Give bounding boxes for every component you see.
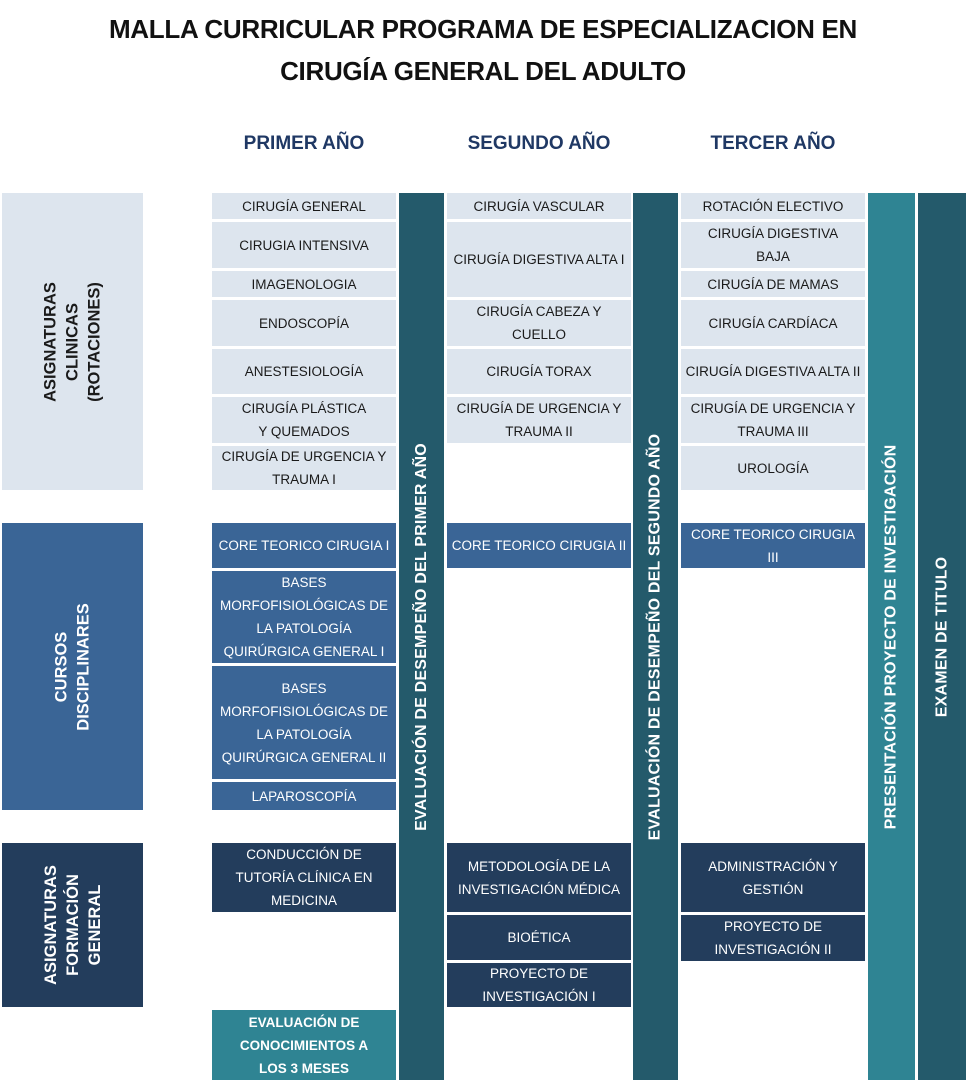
course-y1-bases-morfofisiologicas-1: BASES MORFOFISIOLÓGICAS DE LA PATOLOGÍA QUIRÚRGICA GENERAL I [212, 571, 396, 663]
course-y2-cabeza-cuello: CIRUGÍA CABEZA Y CUELLO [447, 300, 631, 346]
course-y1-endoscopia: ENDOSCOPÍA [212, 300, 396, 346]
section-asignaturas-clinicas [2, 193, 143, 490]
course-y2-core-teorico-2: CORE TEORICO CIRUGIA II [447, 523, 631, 568]
section-label-formacion: ASIGNATURAS FORMACIÓN GENERAL [41, 865, 104, 985]
section-label-disciplinares: CURSOS DISCIPLINARES [52, 602, 93, 731]
course-y1-tutoria-clinica: CONDUCCIÓN DE TUTORÍA CLÍNICA EN MEDICINA [212, 843, 396, 912]
course-y1-urgencia-trauma-1: CIRUGÍA DE URGENCIA Y TRAUMA I [212, 446, 396, 490]
course-y1-bases-morfofisiologicas-2: BASES MORFOFISIOLÓGICAS DE LA PATOLOGÍA QUIRÚRGICA GENERAL II [212, 666, 396, 779]
bar-label-evaluacion-primer-ano: EVALUACIÓN DE DESEMPEÑO DEL PRIMER AÑO [412, 442, 430, 831]
bar-label-examen-titulo: EXAMEN DE TITULO [933, 556, 951, 717]
course-y2-cirugia-torax: CIRUGÍA TORAX [447, 349, 631, 394]
course-y3-administracion-gestion: ADMINISTRACIÓN Y GESTIÓN [681, 843, 865, 912]
course-y3-core-teorico-3: CORE TEORICO CIRUGIA III [681, 523, 865, 568]
course-y2-cirugia-vascular: CIRUGÍA VASCULAR [447, 193, 631, 219]
bar-label-evaluacion-segundo-ano: EVALUACIÓN DE DESEMPEÑO DEL SEGUNDO AÑO [646, 433, 664, 840]
course-y1-cirugia-plastica: CIRUGÍA PLÁSTICA Y QUEMADOS [212, 397, 396, 443]
course-y3-rotacion-electivo: ROTACIÓN ELECTIVO [681, 193, 865, 219]
course-y3-cirugia-cardiaca: CIRUGÍA CARDÍACA [681, 300, 865, 346]
bar-evaluacion-segundo-ano [633, 193, 678, 1080]
course-y3-cirugia-mamas: CIRUGÍA DE MAMAS [681, 271, 865, 297]
section-formacion-general [2, 843, 143, 1007]
course-y1-evaluacion-3-meses: EVALUACIÓN DE CONOCIMIENTOS A LOS 3 MESES [212, 1010, 396, 1080]
bar-examen-titulo [918, 193, 966, 1080]
page-title-line2: CIRUGÍA GENERAL DEL ADULTO [280, 56, 686, 86]
section-cursos-disciplinares [2, 523, 143, 810]
course-y1-anestesiologia: ANESTESIOLOGÍA [212, 349, 396, 394]
course-y1-cirugia-general: CIRUGÍA GENERAL [212, 193, 396, 219]
course-y2-digestiva-alta-1: CIRUGÍA DIGESTIVA ALTA I [447, 222, 631, 297]
course-y3-proyecto-investigacion-2: PROYECTO DE INVESTIGACIÓN II [681, 915, 865, 961]
bar-evaluacion-primer-ano [399, 193, 444, 1080]
year-header-2: SEGUNDO AÑO [467, 133, 611, 154]
page-title-line1: MALLA CURRICULAR PROGRAMA DE ESPECIALIZACION EN [108, 14, 858, 44]
course-y2-proyecto-investigacion-1: PROYECTO DE INVESTIGACIÓN I [447, 963, 631, 1007]
course-y1-cirugia-intensiva: CIRUGIA INTENSIVA [212, 222, 396, 268]
course-y3-digestiva-alta-2: CIRUGÍA DIGESTIVA ALTA II [681, 349, 865, 394]
year-header-3: TERCER AÑO [710, 133, 836, 154]
course-y3-digestiva-baja: CIRUGÍA DIGESTIVA BAJA [681, 222, 865, 268]
year-header-1: PRIMER AÑO [243, 133, 365, 154]
course-y1-laparoscopia: LAPAROSCOPÍA [212, 782, 396, 810]
course-y1-imagenologia: IMAGENOLOGIA [212, 271, 396, 297]
bar-label-presentacion-proyecto: PRESENTACIÓN PROYECTO DE INVESTIGACIÓN [882, 444, 900, 829]
bar-presentacion-proyecto [868, 193, 915, 1080]
section-label-clinicas: ASIGNATURAS CLINICAS (ROTACIONES) [41, 281, 104, 402]
course-y2-urgencia-trauma-2: CIRUGÍA DE URGENCIA Y TRAUMA II [447, 397, 631, 443]
course-y3-urgencia-trauma-3: CIRUGÍA DE URGENCIA Y TRAUMA III [681, 397, 865, 443]
course-y1-core-teorico-1: CORE TEORICO CIRUGIA I [212, 523, 396, 568]
course-y2-metodologia-investigacion: METODOLOGÍA DE LA INVESTIGACIÓN MÉDICA [447, 843, 631, 912]
course-y3-urologia: UROLOGÍA [681, 446, 865, 490]
course-y2-bioetica: BIOÉTICA [447, 915, 631, 960]
